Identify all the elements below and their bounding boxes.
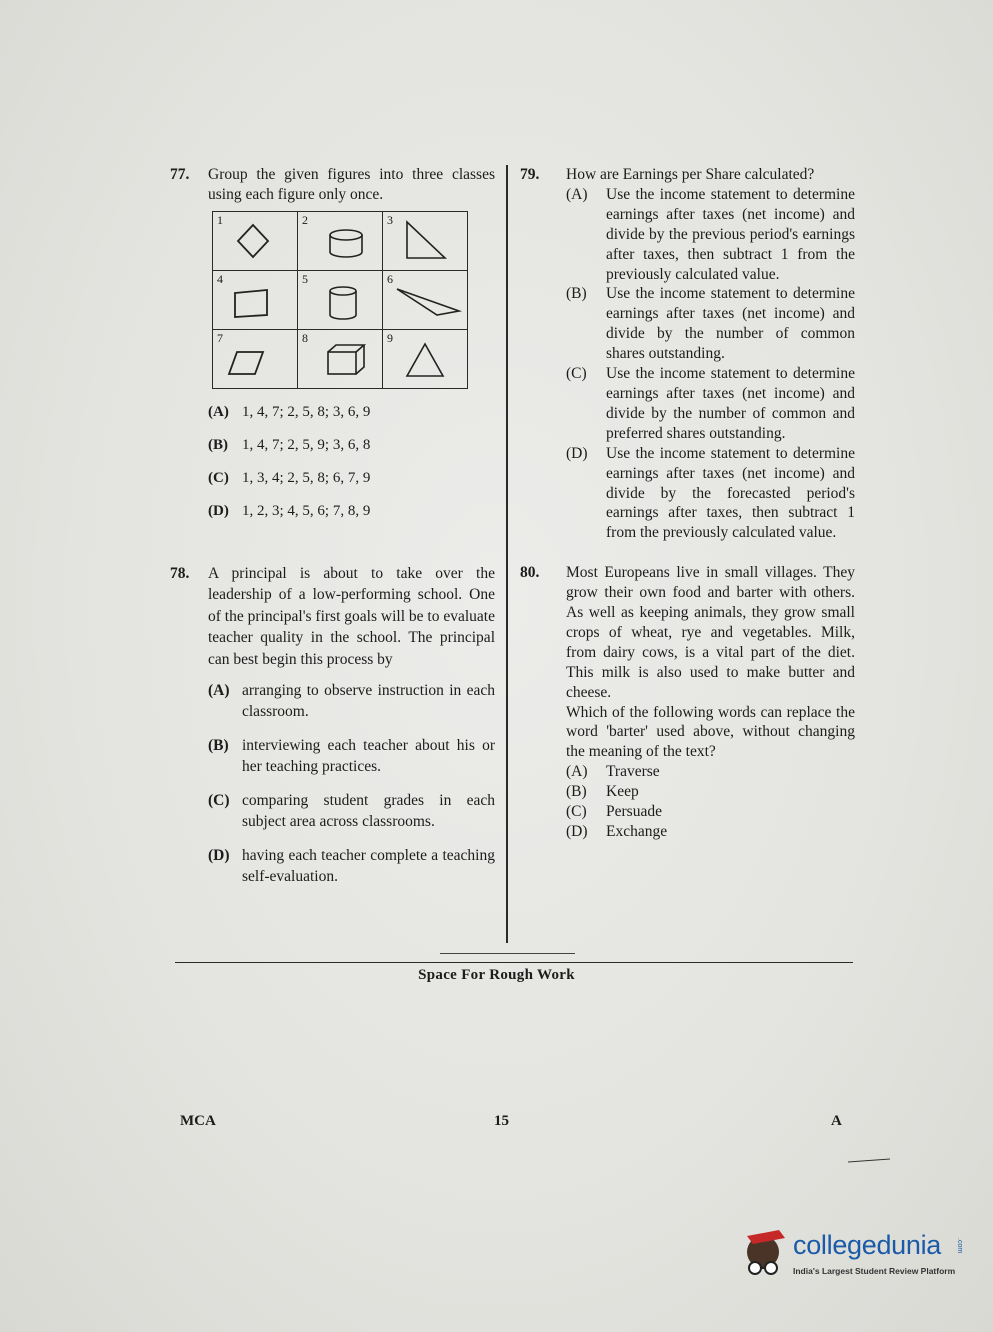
option-text: Use the income statement to determine earnings after taxes (net income) and divide by the forecasted period's earnings after taxes, then subtract 1 from the previously calculated value.	[606, 444, 855, 542]
question-passage: Most Europeans live in small villages. They grow their own food and barter with others. As well as keeping animals, they grow small crops of wheat, rye and vegetables. Milk, from dairy cows, is a vital part of the diet. This milk is also used to make butter and cheese.	[566, 564, 855, 701]
brand-tagline: India's Largest Student Review Platform	[793, 1266, 956, 1276]
option-a[interactable]	[566, 762, 855, 782]
option-label: (C)	[566, 803, 587, 821]
quadrilateral-figure	[213, 271, 297, 329]
left-column	[170, 165, 495, 900]
option-text: Use the income statement to determine earnings after taxes (net income) and divide by the number of common shares outstanding.	[606, 285, 855, 363]
figure-label: 5	[302, 271, 308, 286]
figure-cell	[383, 329, 468, 388]
cuboid-figure	[298, 330, 382, 388]
rough-work-label: Space For Rough Work	[418, 967, 575, 983]
figure-label: 8	[302, 330, 308, 345]
brand-name: collegedunia	[793, 1230, 942, 1260]
option-text: Traverse	[606, 763, 660, 781]
figure-label: 9	[387, 330, 393, 345]
column-divider	[506, 165, 508, 943]
page-number: 15	[494, 1113, 509, 1129]
option-text: 1, 4, 7; 2, 5, 8; 3, 6, 9	[242, 403, 371, 420]
question-number: 78.	[170, 564, 190, 582]
figure-cell	[213, 211, 298, 270]
option-label: (B)	[208, 737, 229, 755]
question-79	[520, 165, 855, 543]
figure-label: 2	[302, 212, 308, 227]
mascot-icon	[735, 1228, 791, 1284]
option-label: (D)	[566, 823, 588, 840]
option-text: Use the income statement to determine earnings after taxes (net income) and divide by the previous period's earnings after taxes, then subtract 1 from the previously calculated value.	[606, 185, 855, 283]
option-label: (A)	[566, 185, 588, 203]
obtuse-triangle-figure	[383, 271, 467, 329]
question-text: Group the given figures into three classes using each figure only once.	[208, 166, 495, 203]
option-text: Persuade	[606, 803, 662, 821]
option-text: comparing student grades in each subject area across classrooms.	[242, 792, 495, 831]
option-d[interactable]	[566, 822, 855, 842]
option-a[interactable]	[208, 403, 495, 436]
option-a[interactable]	[566, 185, 855, 285]
option-d[interactable]	[208, 502, 495, 535]
footer-right: A	[831, 1113, 842, 1129]
option-b[interactable]	[208, 436, 495, 469]
figure-label: 1	[217, 212, 223, 227]
question-number: 80.	[520, 564, 540, 582]
question-80	[520, 563, 855, 842]
question-number: 79.	[520, 166, 540, 183]
figure-label: 4	[217, 271, 223, 286]
divider-line	[175, 962, 853, 963]
option-text: having each teacher complete a teaching self-evaluation.	[242, 847, 495, 886]
figure-cell	[298, 329, 383, 388]
question-text: A principal is about to take over the leadership of a low-performing school. One of the principal's first goals will be to evaluate teacher quality in the school. The principal can best begin this process by	[208, 564, 495, 668]
figure-cell	[213, 270, 298, 329]
right-column	[520, 165, 855, 842]
option-label: (D)	[566, 444, 588, 462]
diamond-figure	[213, 212, 297, 270]
option-text: interviewing each teacher about his or her teaching practices.	[242, 737, 495, 776]
option-text: Exchange	[606, 823, 668, 840]
pen-mark	[848, 1159, 890, 1163]
option-label: (C)	[566, 365, 587, 383]
option-text: Keep	[606, 783, 639, 801]
footer-left: MCA	[180, 1113, 216, 1129]
brand-com: .com	[956, 1238, 963, 1254]
option-text: 1, 4, 7; 2, 5, 9; 3, 6, 8	[242, 436, 371, 453]
question-number: 77.	[170, 166, 190, 183]
option-label: (A)	[208, 403, 229, 420]
triangle-figure	[383, 330, 467, 388]
option-label: (A)	[566, 763, 588, 781]
option-b[interactable]	[566, 284, 855, 364]
option-a[interactable]	[208, 680, 495, 722]
question-text: Which of the following words can replace the word 'barter' used above, without changing the meaning of the text?	[566, 703, 855, 761]
cylinder-figure	[298, 212, 382, 270]
question-78	[170, 563, 495, 671]
figure-cell	[298, 211, 383, 270]
figure-grid	[212, 211, 468, 389]
option-label: (D)	[208, 847, 230, 865]
option-label: (C)	[208, 469, 229, 486]
option-text: Use the income statement to determine earnings after taxes (net income) and divide by the number of common and preferred shares outstanding.	[606, 365, 855, 442]
figure-label: 3	[387, 212, 393, 227]
option-c[interactable]	[208, 790, 495, 832]
question-77	[170, 165, 495, 205]
option-text: 1, 2, 3; 4, 5, 6; 7, 8, 9	[242, 502, 371, 519]
figure-cell	[383, 270, 468, 329]
option-label: (A)	[208, 682, 230, 700]
option-c[interactable]	[566, 802, 855, 822]
option-c[interactable]	[566, 364, 855, 444]
option-text: arranging to observe instruction in each classroom.	[242, 682, 495, 721]
tall-cylinder-figure	[298, 271, 382, 329]
option-b[interactable]	[566, 782, 855, 802]
option-label: (C)	[208, 792, 230, 810]
option-label: (B)	[566, 285, 587, 303]
option-c[interactable]	[208, 469, 495, 502]
option-label: (B)	[208, 436, 228, 453]
option-b[interactable]	[208, 735, 495, 777]
option-d[interactable]	[566, 444, 855, 544]
figure-cell	[298, 270, 383, 329]
figure-cell	[213, 329, 298, 388]
right-triangle-figure	[383, 212, 467, 270]
option-label: (B)	[566, 783, 587, 801]
option-label: (D)	[208, 502, 229, 519]
parallelogram-figure	[213, 330, 297, 388]
figure-label: 6	[387, 271, 393, 286]
figure-cell	[383, 211, 468, 270]
divider-line	[440, 953, 575, 954]
collegedunia-watermark	[735, 1228, 965, 1288]
question-text: How are Earnings per Share calculated?	[566, 166, 815, 183]
option-text: 1, 3, 4; 2, 5, 8; 6, 7, 9	[242, 469, 371, 486]
option-d[interactable]	[208, 845, 495, 887]
figure-label: 7	[217, 330, 223, 345]
